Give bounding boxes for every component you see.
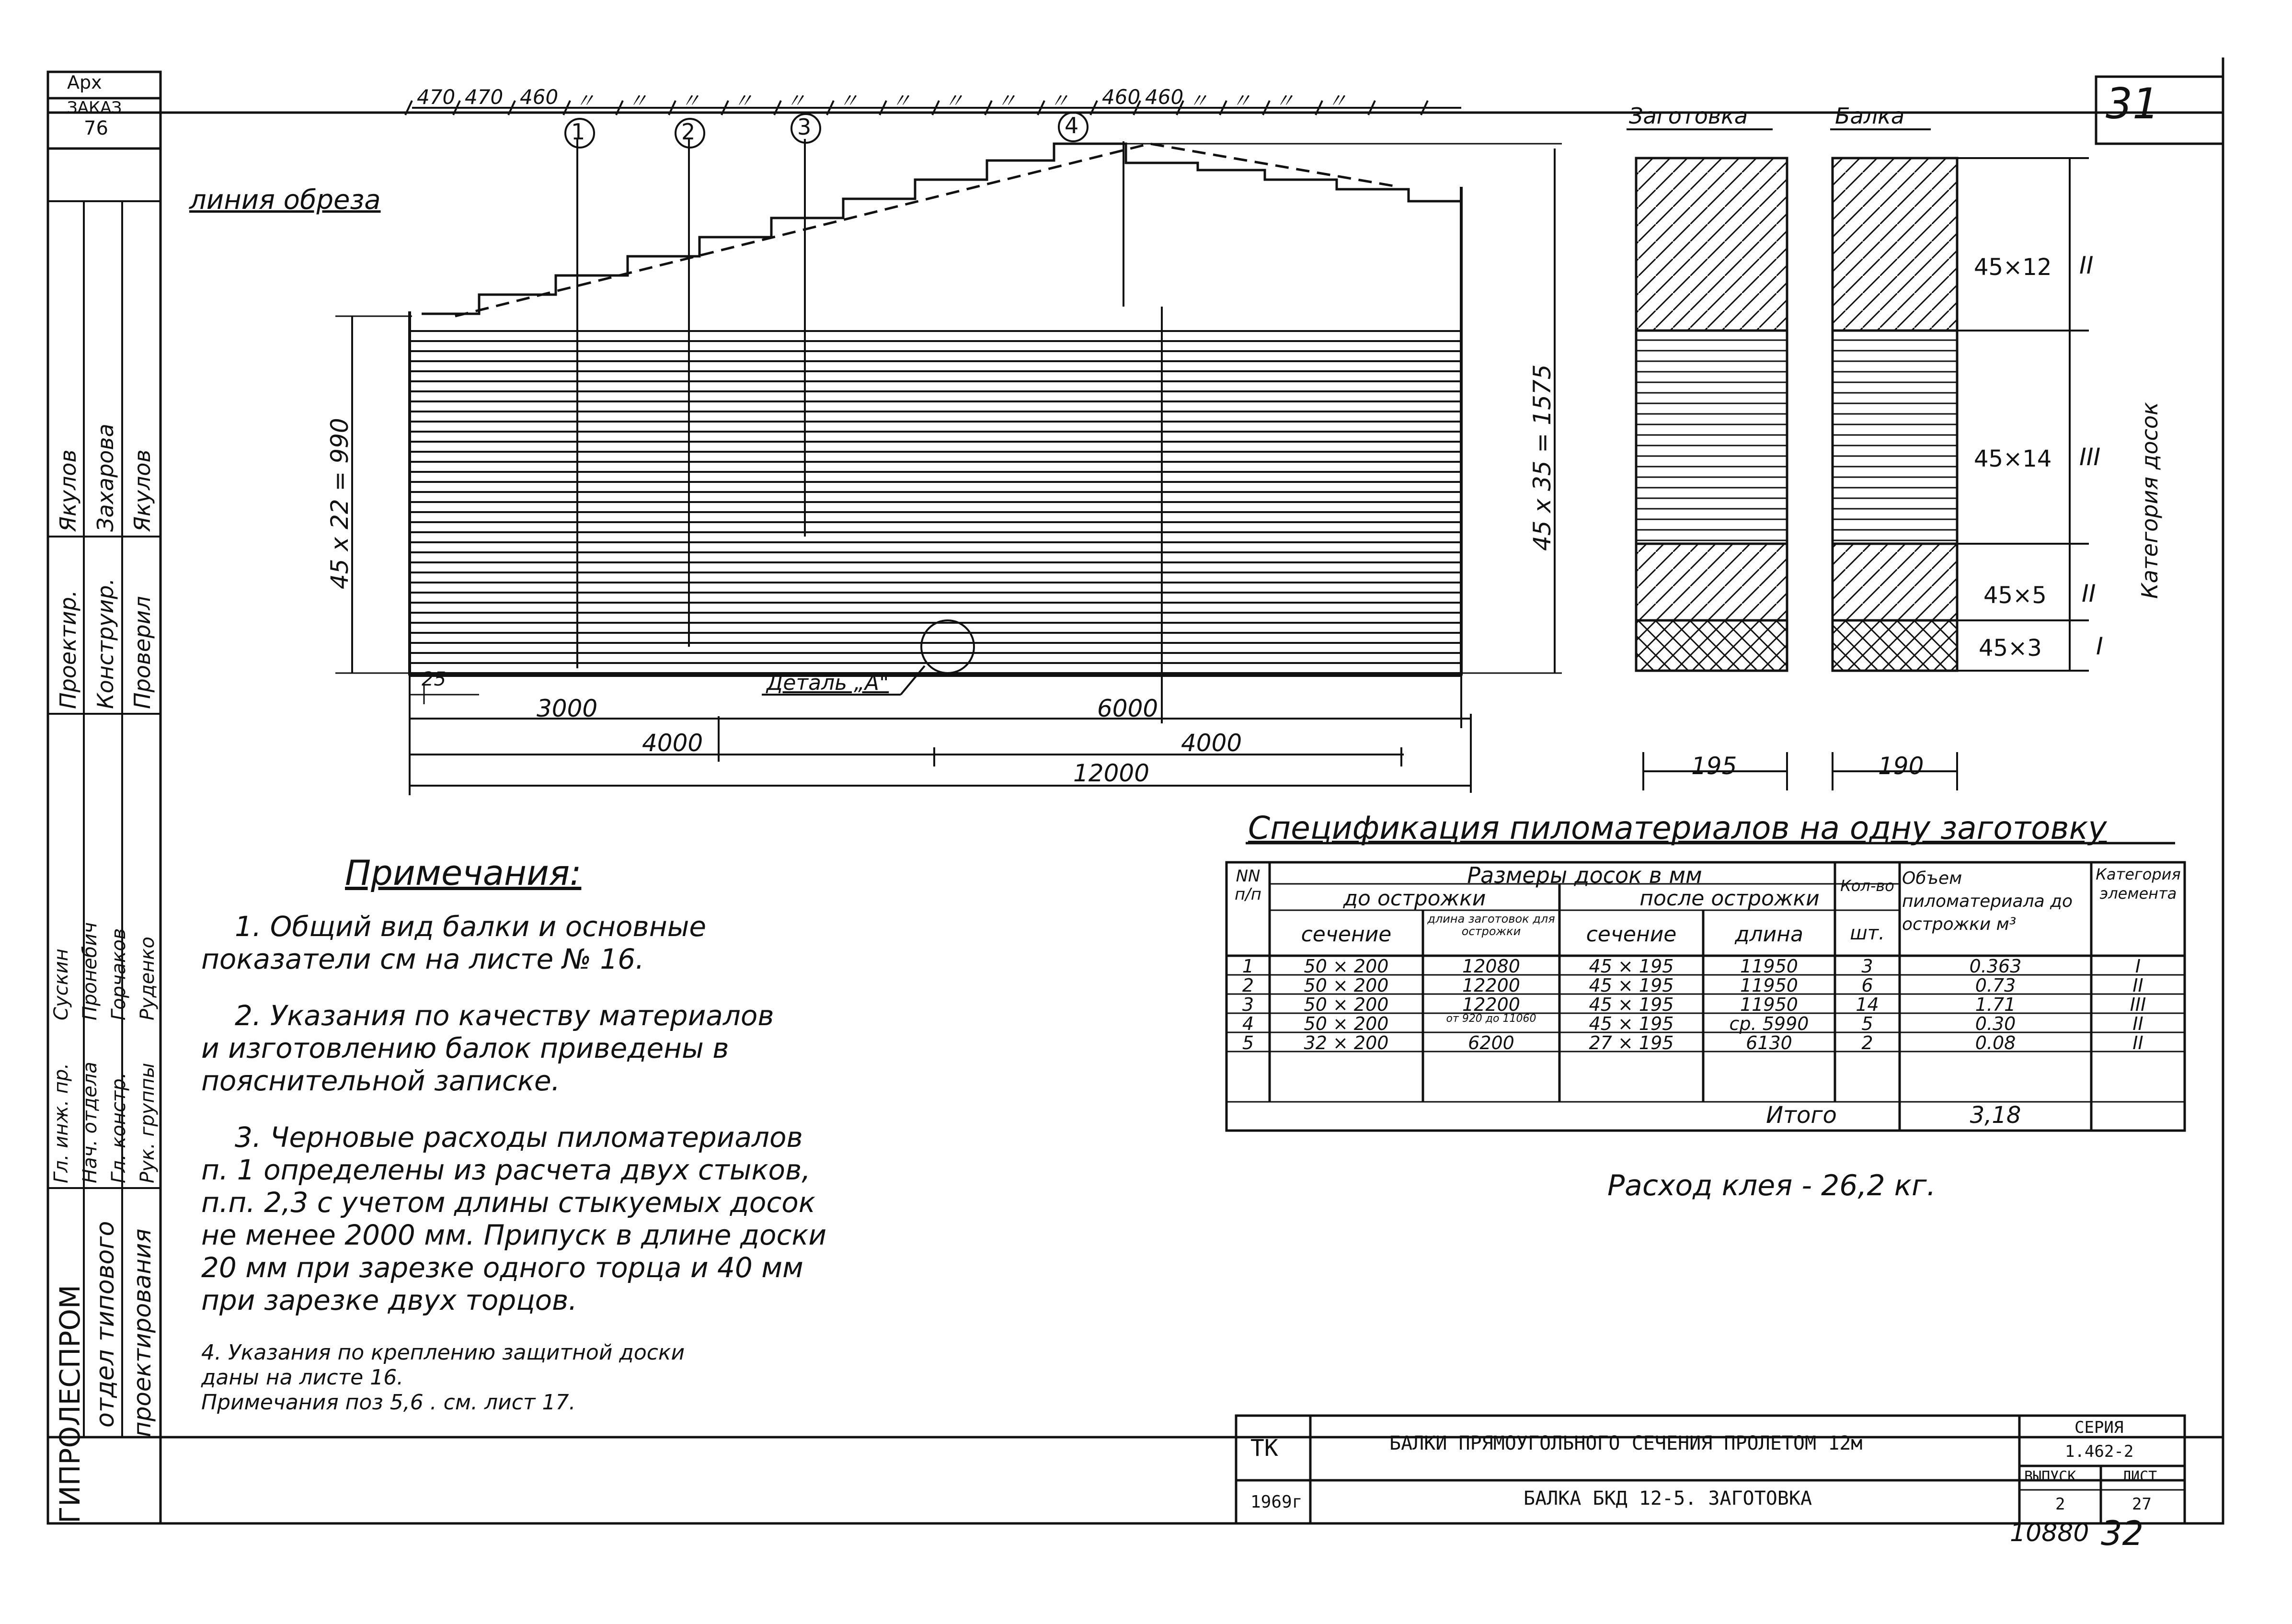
- top-dim-label: 〃: [786, 89, 806, 113]
- marker-3: 3: [797, 114, 812, 140]
- spec-cell-v: 0.30: [1975, 1013, 2016, 1034]
- zone-4-dims: 45×3: [1979, 635, 2042, 662]
- h-qty: Кол-во: [1840, 877, 1894, 895]
- total-value: 3,18: [1970, 1102, 2021, 1129]
- blank-width: 195: [1691, 752, 1737, 780]
- top-dim-label: 〃: [1188, 89, 1209, 113]
- spec-cell-s1: 50 × 200: [1304, 1013, 1389, 1034]
- top-dim-label: 460: [1102, 85, 1141, 109]
- spec-title: Спецификация пиломатериалов на одну заготовку: [1248, 810, 2107, 846]
- marker-1: 1: [571, 119, 585, 145]
- order-number: 76: [84, 117, 108, 139]
- top-dim-label: 〃: [997, 89, 1017, 113]
- tb-issue-label: ВЫПУСК: [2024, 1468, 2076, 1485]
- tb-series-label: СЕРИЯ: [2074, 1418, 2124, 1437]
- spec-cell-l2: 11950: [1740, 994, 1798, 1015]
- spec-cell-l1: 12080: [1462, 956, 1520, 977]
- dim-6000: 6000: [1097, 695, 1158, 722]
- spec-cell-n: 3: [1242, 994, 1254, 1015]
- stamp-role: Проектир.: [55, 590, 81, 709]
- zone-3-category: II: [2082, 580, 2096, 607]
- note-line: при зарезке двух торцов.: [201, 1284, 577, 1316]
- category-caption: Категория досок: [2137, 402, 2163, 599]
- dept-1: отдел типового: [91, 1221, 120, 1428]
- stamp-role-name: Якулов: [55, 449, 81, 532]
- beam-elevation: [335, 101, 1562, 795]
- spec-cell-c: II: [2132, 975, 2143, 996]
- top-dim-label: 470: [417, 85, 456, 109]
- spec-cell-s1: 50 × 200: [1304, 994, 1389, 1015]
- dept-2: проектирования: [128, 1228, 156, 1437]
- zone-1-dims: 45×12: [1974, 254, 2052, 281]
- sheet-number-top: 31: [2106, 79, 2159, 128]
- spec-cell-s2: 27 × 195: [1589, 1032, 1674, 1053]
- spec-cell-l2: 6130: [1746, 1032, 1792, 1053]
- stamp-role-2: Гл. инж. пр.: [50, 1063, 72, 1183]
- note-line: даны на листе 16.: [201, 1365, 404, 1390]
- dim-12000: 12000: [1073, 759, 1150, 787]
- zone-2-category: III: [2079, 443, 2101, 471]
- stamp-name-2: Пронебич: [79, 922, 101, 1020]
- note-line: 3. Черновые расходы пиломатериалов: [235, 1121, 803, 1154]
- section-blank: [1636, 158, 1787, 671]
- spec-cell-c: III: [2130, 994, 2146, 1015]
- spec-cell-n: 1: [1242, 956, 1254, 977]
- cut-line-label: линия обреза: [189, 184, 381, 216]
- top-dim-label: 〃: [1049, 89, 1070, 113]
- left-height-dim: 45 x 22 = 990: [326, 418, 354, 589]
- tb-issue: 2: [2055, 1495, 2065, 1514]
- zone-2-dims: 45×14: [1974, 446, 2052, 472]
- spec-cell-s2: 45 × 195: [1589, 994, 1674, 1015]
- note-line: пояснительной записке.: [201, 1064, 561, 1097]
- note-line: не менее 2000 мм. Припуск в длине доски: [201, 1219, 827, 1251]
- spec-cell-v: 0.08: [1975, 1032, 2016, 1053]
- h-num: NN п/п: [1235, 867, 1261, 904]
- spec-cell-l2: ср. 5990: [1729, 1013, 1809, 1034]
- tb-title-1: БАЛКИ ПРЯМОУГОЛЬНОГО СЕЧЕНИЯ ПРОЛЕТОМ 12м: [1389, 1432, 1863, 1454]
- top-dim-label: 〃: [891, 89, 912, 113]
- h-section2: сечение: [1586, 922, 1677, 947]
- stamp-role-2: Нач. отдела: [79, 1062, 101, 1183]
- stamp-role-name: Захарова: [92, 423, 118, 532]
- tb-year: 1969г: [1250, 1492, 1303, 1512]
- top-dim-label: 460: [1145, 85, 1184, 109]
- tb-sheet-label: ЛИСТ: [2122, 1468, 2157, 1485]
- tb-series: 1.462-2: [2065, 1442, 2134, 1461]
- stamp-name-2: Руденко: [137, 937, 159, 1020]
- bottom-number-2: 32: [2101, 1514, 2144, 1553]
- spec-cell-v: 0.363: [1969, 956, 2022, 977]
- spec-cell-n: 5: [1242, 1032, 1254, 1053]
- spec-cell-v: 1.71: [1975, 994, 2016, 1015]
- dim-4000-b: 4000: [1181, 729, 1242, 757]
- spec-cell-l1: 12200: [1462, 994, 1520, 1015]
- zone-3-dims: 45×5: [1983, 582, 2047, 609]
- top-dim-label: 〃: [1327, 89, 1348, 113]
- note-line: 1. Общий вид балки и основные: [235, 910, 707, 943]
- stamp-name-2: Горчаков: [108, 928, 130, 1020]
- note-line: Примечания поз 5,6 . см. лист 17.: [201, 1390, 576, 1415]
- spec-cell-s1: 50 × 200: [1304, 956, 1389, 977]
- stamp-role-name: Якулов: [129, 449, 155, 532]
- top-dim-label: 〃: [628, 89, 648, 113]
- h-volume: Объем пиломатериала до острожки м³: [1902, 869, 2073, 934]
- spec-cell-n: 2: [1242, 975, 1254, 996]
- glue-consumption: Расход клея - 26,2 кг.: [1607, 1169, 1936, 1202]
- h-qty-unit: шт.: [1850, 922, 1885, 944]
- spec-cell-s1: 32 × 200: [1304, 1032, 1389, 1053]
- top-dim-label: 470: [465, 85, 504, 109]
- h-sizes: Размеры досок в мм: [1467, 862, 1702, 888]
- top-dim-label: 460: [520, 85, 559, 109]
- spec-cell-l2: 11950: [1740, 975, 1798, 996]
- tb-sheet: 27: [2132, 1495, 2152, 1514]
- h-length-before: длина заготовок для острожки: [1427, 912, 1555, 938]
- h-category: Категория элемента: [2096, 865, 2181, 903]
- archive-label: Арх: [67, 72, 102, 93]
- tb-title-2: БАЛКА БКД 12-5. ЗАГОТОВКА: [1524, 1487, 1812, 1510]
- spec-cell-c: II: [2132, 1013, 2143, 1034]
- zone-1-category: II: [2079, 252, 2094, 279]
- marker-4: 4: [1065, 113, 1079, 138]
- detail-label: Деталь „А": [767, 671, 889, 695]
- offset-dim: 25: [422, 668, 446, 690]
- org-name: ГИПРОЛЕСПРОМ: [54, 1284, 86, 1523]
- spec-cell-s2: 45 × 195: [1589, 1013, 1674, 1034]
- top-dim-label: 〃: [1274, 89, 1295, 113]
- spec-cell-s2: 45 × 195: [1589, 956, 1674, 977]
- top-dim-label: 〃: [733, 89, 754, 113]
- marker-2: 2: [681, 119, 696, 145]
- section-beam: [1833, 158, 1957, 671]
- spec-cell-q: 6: [1861, 975, 1873, 996]
- top-dim-label: 〃: [680, 89, 701, 113]
- dim-3000: 3000: [537, 695, 598, 722]
- spec-cell-n: 4: [1242, 1013, 1254, 1034]
- top-dim-label: 〃: [1231, 89, 1252, 113]
- spec-cell-l1: 12200: [1462, 975, 1520, 996]
- spec-cell-l1: 6200: [1468, 1032, 1514, 1053]
- top-dim-label: 〃: [575, 89, 596, 113]
- spec-cell-q: 2: [1861, 1032, 1873, 1053]
- spec-cell-q: 14: [1856, 994, 1879, 1015]
- zone-4-category: I: [2096, 632, 2103, 660]
- spec-cell-v: 0.73: [1975, 975, 2016, 996]
- note-line: п.п. 2,3 с учетом длины стыкуемых досок: [201, 1186, 815, 1219]
- note-line: показатели см на листе № 16.: [201, 943, 644, 975]
- note-line: 4. Указания по креплению защитной доски: [201, 1340, 685, 1365]
- notes-title: Примечания:: [345, 853, 582, 893]
- note-line: п. 1 определены из расчета двух стыков,: [201, 1154, 811, 1186]
- spec-cell-q: 5: [1861, 1013, 1873, 1034]
- blank-label: Заготовка: [1629, 103, 1748, 129]
- note-line: 2. Указания по качеству материалов: [235, 999, 774, 1032]
- bottom-number-1: 10880: [2010, 1519, 2089, 1547]
- h-before: до острожки: [1343, 886, 1486, 911]
- total-label: Итого: [1766, 1102, 1837, 1129]
- stamp-role-2: Рук. группы: [137, 1063, 159, 1183]
- spec-cell-l2: 11950: [1740, 956, 1798, 977]
- spec-cell-c: I: [2135, 956, 2141, 977]
- note-line: 20 мм при зарезке одного торца и 40 мм: [201, 1251, 803, 1284]
- order-label: ЗАКАЗ: [67, 98, 122, 117]
- spec-cell-c: II: [2132, 1032, 2143, 1053]
- top-dim-label: 〃: [838, 89, 859, 113]
- spec-cell-s2: 45 × 195: [1589, 975, 1674, 996]
- h-after: после острожки: [1639, 886, 1820, 911]
- beam-label: Балка: [1835, 103, 1905, 129]
- stamp-role-2: Гл. констр.: [108, 1072, 130, 1183]
- top-dim-label: 〃: [944, 89, 964, 113]
- dim-4000-a: 4000: [642, 729, 703, 757]
- note-line: и изготовлению балок приведены в: [201, 1032, 729, 1064]
- beam-width: 190: [1878, 752, 1924, 780]
- spec-cell-s1: 50 × 200: [1304, 975, 1389, 996]
- stamp-role: Проверил: [129, 596, 155, 709]
- right-height-dim: 45 x 35 = 1575: [1528, 364, 1556, 551]
- h-length: длина: [1735, 922, 1803, 947]
- stamp-name-2: Сускин: [50, 949, 72, 1020]
- spec-cell-q: 3: [1861, 956, 1873, 977]
- tb-code: ТК: [1250, 1435, 1278, 1462]
- spec-cell-l1: от 920 до 11060: [1446, 1013, 1536, 1025]
- stamp-role: Конструир.: [92, 578, 118, 709]
- h-section: сечение: [1301, 922, 1392, 947]
